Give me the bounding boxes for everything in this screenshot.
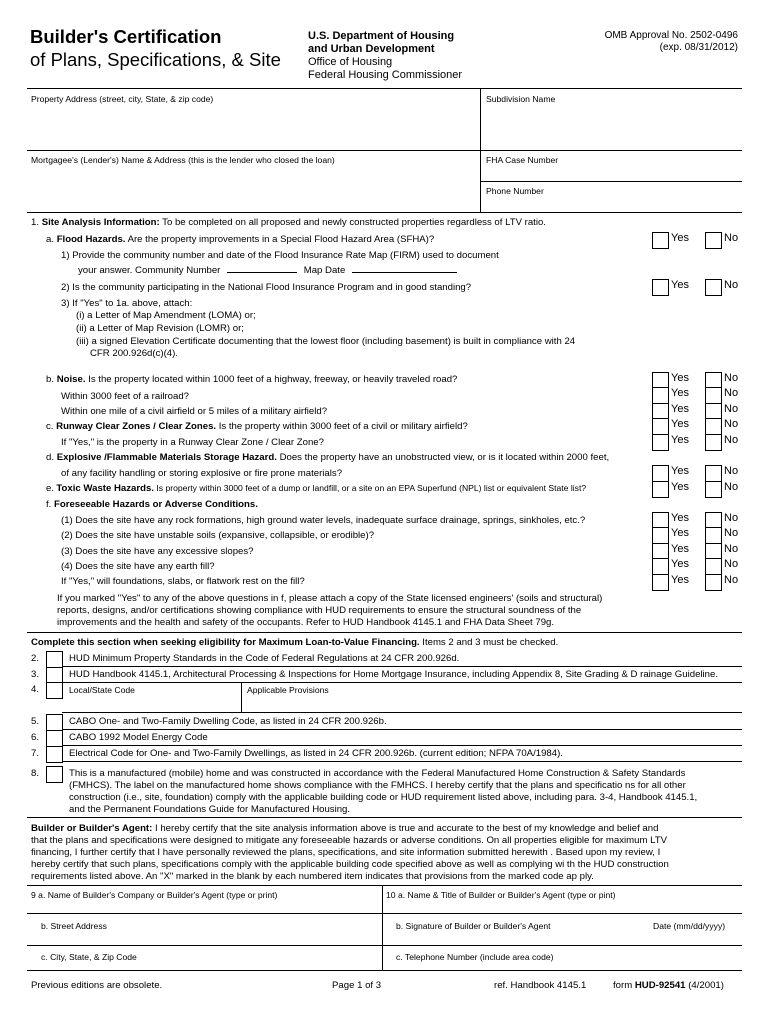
agency-line2: and Urban Development [308, 43, 435, 55]
form-title-line2: of Plans, Specifications, & Site [30, 49, 281, 70]
item7-checkbox[interactable] [46, 746, 63, 763]
q1a2: 2) Is the community participating in the National Flood Insurance Program and in good standing? [61, 282, 472, 293]
yes-label: Yes [671, 372, 689, 384]
q1f5: If "Yes," will foundations, slabs, or flatwork rest on the fill? [61, 576, 305, 587]
fha-case-number-field[interactable]: FHA Case Number [486, 155, 559, 165]
certification-line5: requirements listed above. An "X" marked in the blank by each numbered item indicates that provisions from the marked code ap ply. [31, 871, 594, 882]
item4-checkbox[interactable] [46, 682, 63, 699]
divider [27, 212, 742, 213]
yes-label: Yes [671, 574, 689, 586]
divider [480, 181, 742, 182]
no-label: No [724, 279, 739, 291]
no-label: No [724, 418, 739, 430]
certification-line3: financing, I further certify that I have personally reviewed the plans, specifications, and site information submitted herewith . Based upon my review, I [31, 847, 661, 858]
builder-company-field[interactable]: 9 a. Name of Builder's Company or Builder's Agent (type or print) [31, 890, 278, 900]
q1a3-i: (i) a Letter of Map Amendment (LOMA) or; [76, 310, 256, 321]
yes-checkbox[interactable] [652, 465, 669, 482]
yes-label: Yes [671, 418, 689, 430]
q1f3: (3) Does the site have any excessive slopes? [61, 546, 254, 557]
q1b-airfield: Within one mile of a civil airfield or 5 miles of a military airfield? [61, 406, 328, 417]
local-state-code-field[interactable]: Local/State Code [69, 685, 135, 695]
agency-line4: Federal Housing Commissioner [308, 69, 463, 81]
yes-label: Yes [671, 232, 689, 244]
form-number: form HUD-92541 (4/2001) [613, 980, 724, 991]
certification-line1: Builder or Builder's Agent: I hereby certify that the site analysis information above is true and accurate to the best of my knowledge and belief and [31, 823, 659, 834]
item3-text: HUD Handbook 4145.1, Architectural Processing & Inspections for Home Mortgage Insurance, including Appendix 8, Site Grading & D rainage Guideline. [69, 669, 719, 680]
no-label: No [724, 543, 739, 555]
q1b-railroad: Within 3000 feet of a railroad? [61, 391, 189, 402]
telephone-field[interactable]: c. Telephone Number (include area code) [396, 952, 554, 962]
item-number: 8. [31, 768, 40, 779]
agency-line3: Office of Housing [308, 56, 393, 68]
no-checkbox[interactable] [705, 527, 722, 544]
form-title-line1: Builder's Certification [30, 26, 222, 47]
item6-text: CABO 1992 Model Energy Code [69, 732, 208, 743]
divider [62, 712, 742, 713]
no-label: No [724, 403, 739, 415]
yes-label: Yes [671, 527, 689, 539]
no-label: No [724, 481, 739, 493]
divider [27, 970, 742, 971]
item8-line1: This is a manufactured (mobile) home and was constructed in accordance with the Federal Manufactured Home Construction & Safety Standards [69, 768, 686, 779]
item5-text: CABO One- and Two-Family Dwelling Code, as listed in 24 CFR 200.926b. [69, 716, 387, 727]
item8-line3: construction (i.e., site, foundation) comply with the applicable building code or HUD requirement listed above, including para. 3-4, Handbook 4145.1, [69, 792, 698, 803]
yes-checkbox[interactable] [652, 418, 669, 435]
no-label: No [724, 527, 739, 539]
yes-checkbox[interactable] [652, 574, 669, 591]
agency-line1: U.S. Department of Housing [308, 30, 455, 42]
divider [62, 745, 742, 746]
date-field[interactable]: Date (mm/dd/yyyy) [653, 921, 726, 931]
item8-checkbox[interactable] [46, 766, 63, 783]
omb-approval: OMB Approval No. 2502-0496 [604, 30, 738, 41]
q1f2: (2) Does the site have unstable soils (expansive, collapsible, or erodible)? [61, 530, 375, 541]
q1f4: (4) Does the site have any earth fill? [61, 561, 215, 572]
item8-line2: (FMHCS). The label on the manufactured home shows compliance with the FMHCS. I hereby certify that the plans and specificatio ns for all other [69, 780, 686, 791]
q1a3-ii: (ii) a Letter of Map Revision (LOMR) or; [76, 323, 244, 334]
divider [62, 666, 742, 667]
item-number: 6. [31, 732, 40, 743]
item-number: 7. [31, 748, 40, 759]
no-checkbox[interactable] [705, 558, 722, 575]
yes-label: Yes [671, 403, 689, 415]
q1a3: 3) If "Yes" to 1a. above, attach: [61, 298, 193, 309]
item7-text: Electrical Code for One- and Two-Family Dwellings, as listed in 24 CFR 200.926b. (current edition; NFPA 70A/1984). [69, 748, 563, 759]
certification-line4: hereby certify that such plans, specifications comply with the applicable building code specified above as well as complying wi th the HUD construction [31, 859, 669, 870]
divider [62, 761, 742, 762]
no-checkbox[interactable] [705, 481, 722, 498]
divider [62, 682, 742, 683]
yes-checkbox[interactable] [652, 481, 669, 498]
no-checkbox[interactable] [705, 232, 722, 249]
item2-checkbox[interactable] [46, 651, 63, 668]
yes-checkbox[interactable] [652, 434, 669, 451]
yes-label: Yes [671, 543, 689, 555]
q1c-clear-zone: If "Yes," is the property in a Runway Clear Zone / Clear Zone? [61, 437, 324, 448]
q1a3-iii-line2: CFR 200.926d(c)(4). [90, 348, 178, 359]
divider [382, 885, 383, 970]
yes-checkbox[interactable] [652, 232, 669, 249]
item-number: 4. [31, 684, 40, 695]
no-label: No [724, 512, 739, 524]
applicable-provisions-field[interactable]: Applicable Provisions [247, 685, 329, 695]
signature-field[interactable]: b. Signature of Builder or Builder's Agent [396, 921, 551, 931]
q1a1-line1: 1) Provide the community number and date of the Flood Insurance Rate Map (FIRM) used to document [61, 250, 499, 261]
q1d-line2: of any facility handling or storing explosive or fire prone materials? [61, 468, 343, 479]
item5-checkbox[interactable] [46, 714, 63, 731]
q1b-noise: b. Noise. Is the property located within 1000 feet of a highway, freeway, or heavily traveled road? [46, 374, 458, 385]
q1c-runway: c. Runway Clear Zones / Clear Zones. Is the property within 3000 feet of a civil or military airfield? [46, 421, 468, 432]
divider [27, 913, 742, 914]
yes-checkbox[interactable] [652, 527, 669, 544]
no-label: No [724, 387, 739, 399]
yes-label: Yes [671, 481, 689, 493]
no-checkbox[interactable] [705, 465, 722, 482]
no-label: No [724, 558, 739, 570]
q1e-toxic-waste: e. Toxic Waste Hazards. Is property within 3000 feet of a dump or landfill, or a site on an EPA Superfund (NPL) list or equivalent State list? [46, 483, 587, 494]
section1-heading: 1. Site Analysis Information: To be completed on all proposed and newly constructed properties regardless of LTV ratio. [31, 217, 546, 228]
divider [241, 682, 242, 712]
certification-line2: that the plans and specifications were designed to mitigate any foreseeable hazards or adverse conditions. On all properties eligible for maximum LTV [31, 835, 668, 846]
yes-label: Yes [671, 387, 689, 399]
divider [27, 945, 742, 946]
yes-checkbox[interactable] [652, 387, 669, 404]
yes-checkbox[interactable] [652, 558, 669, 575]
item2-text: HUD Minimum Property Standards in the Code of Federal Regulations at 24 CFR 200.926d. [69, 653, 460, 664]
map-date-input[interactable] [352, 272, 457, 273]
q1d-explosive: d. Explosive /Flammable Materials Storage Hazard. Does the property have an unobstructed view, or is it located within 2000 feet, [46, 452, 610, 463]
property-address-field[interactable]: Property Address (street, city, State, & zip code) [31, 94, 214, 104]
no-label: No [724, 372, 739, 384]
q1a-flood-hazards: a. Flood Hazards. Are the property improvements in a Special Flood Hazard Area (SFHA)? [46, 234, 435, 245]
yes-label: Yes [671, 434, 689, 446]
page-number: Page 1 of 3 [332, 980, 382, 991]
no-label: No [724, 232, 739, 244]
no-label: No [724, 574, 739, 586]
item-number: 2. [31, 653, 40, 664]
q1f-foreseeable: f. Foreseeable Hazards or Adverse Conditions. [46, 499, 258, 510]
builder-name-title-field[interactable]: 10 a. Name & Title of Builder or Builder's Agent (type or pint) [386, 890, 616, 900]
soils-note-line1: If you marked "Yes" to any of the above questions in f, please attach a copy of the State licensed engineers' (soils and structural) [57, 593, 603, 604]
divider [27, 150, 742, 151]
yes-checkbox[interactable] [652, 279, 669, 296]
ltv-heading: Complete this section when seeking eligibility for Maximum Loan-to-Value Financing. Items 2 and 3 must be checked. [31, 637, 559, 648]
no-checkbox[interactable] [705, 418, 722, 435]
no-checkbox[interactable] [705, 434, 722, 451]
q1a1-line2: your answer. Community Number Map Date [78, 265, 457, 276]
yes-label: Yes [671, 558, 689, 570]
item-number: 5. [31, 716, 40, 727]
community-number-input[interactable] [227, 272, 297, 273]
yes-label: Yes [671, 279, 689, 291]
no-checkbox[interactable] [705, 279, 722, 296]
no-label: No [724, 465, 739, 477]
divider [62, 729, 742, 730]
handbook-reference: ref. Handbook 4145.1 [494, 980, 587, 991]
no-label: No [724, 434, 739, 446]
divider [27, 817, 742, 818]
street-address-field[interactable]: b. Street Address [41, 921, 107, 931]
subdivision-name-field[interactable]: Subdivision Name [486, 94, 556, 104]
no-checkbox[interactable] [705, 574, 722, 591]
city-state-zip-field[interactable]: c. City, State, & Zip Code [41, 952, 137, 962]
phone-number-field[interactable]: Phone Number [486, 186, 544, 196]
q1a3-iii-line1: (iii) a signed Elevation Certificate documenting that the lowest floor (including basement) is built in compliance with 24 [76, 336, 576, 347]
yes-label: Yes [671, 512, 689, 524]
omb-expiration: (exp. 08/31/2012) [659, 42, 738, 53]
footer-obsolete-note: Previous editions are obsolete. [31, 980, 163, 991]
soils-note-line2: reports, designs, and/or certifications showing compliance with HUD requirements to ensure the structural soundness of the [57, 605, 582, 616]
item-number: 3. [31, 669, 40, 680]
divider [27, 88, 742, 89]
item8-line4: and the Permanent Foundations Guide for Manufactured Housing. [69, 804, 351, 815]
divider [27, 632, 742, 633]
q1f1: (1) Does the site have any rock formations, high ground water levels, inadequate surface drainage, springs, sinkholes, etc.? [61, 515, 586, 526]
yes-label: Yes [671, 465, 689, 477]
soils-note-line3: improvements and the health and safety of the occupants. Refer to HUD Handbook 4145.1 and FHA Data Sheet 79g. [57, 617, 555, 628]
mortgagee-field[interactable]: Mortgagee's (Lender's) Name & Address (this is the lender who closed the loan) [31, 155, 335, 165]
divider [27, 885, 742, 886]
no-checkbox[interactable] [705, 387, 722, 404]
item6-checkbox[interactable] [46, 730, 63, 747]
